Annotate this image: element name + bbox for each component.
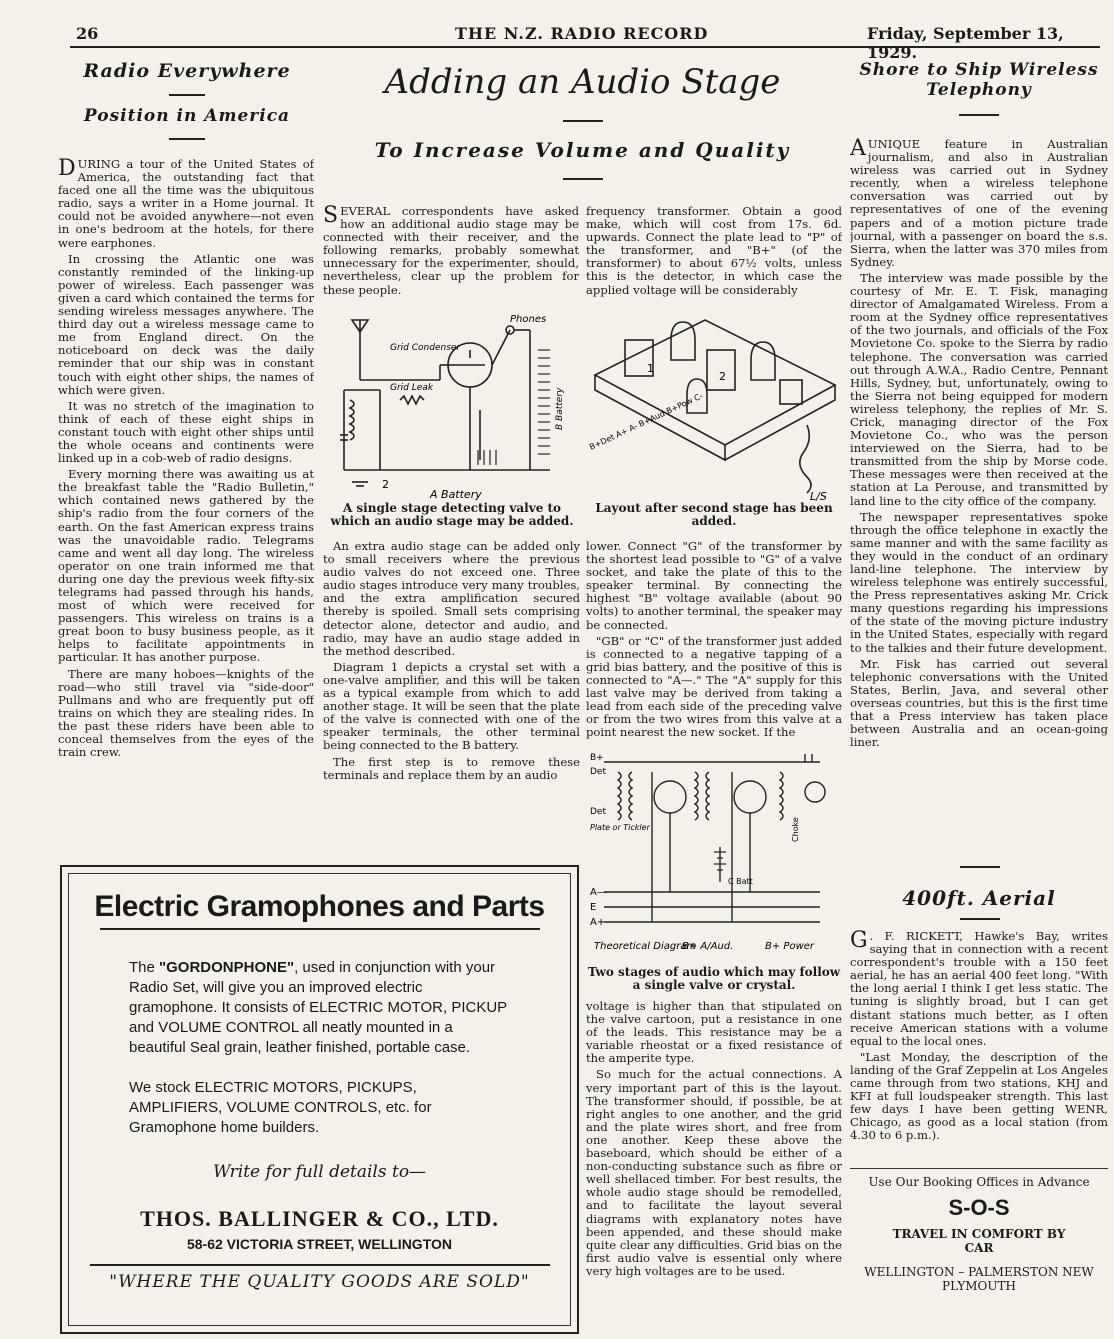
gramophone-ad <box>60 865 579 1334</box>
label-a-battery: A Battery <box>430 488 482 500</box>
company-address: 58-62 VICTORIA STREET, WELLINGTON <box>186 1236 452 1252</box>
company-name: THOS. BALLINGER & CO., LTD. <box>140 1206 499 1231</box>
drop-cap: G <box>850 930 868 953</box>
ad-slogan: "WHERE THE QUALITY GOODS ARE SOLD" <box>109 1272 530 1292</box>
ad-text: , used in conjunction with your Radio Set, will give you an improved electric gramophone. It consists of ELECTRIC MOTOR, PICKUP and VOLUME CONTROL all neatly mounted in a beautiful Seal grain, leather finished, portable case. <box>129 959 507 1056</box>
ad-body-2: We stock ELECTRIC MOTORS, PICKUPS, AMPLIFIERS, VOLUME CONTROLS, etc. for Gramophone home builders. <box>129 1079 432 1136</box>
label-grid-condenser: Grid Condenser <box>390 343 461 353</box>
paragraph: "Last Monday, the description of the landing of the Graf Zeppelin at Los Angeles came through from two stations, KHJ and KFI at full loudspeaker strength. This last few days I have been getting WENR, Chicago, as good as a local station (from 4.30 to 6 p.m.). <box>850 1049 1108 1143</box>
left-article <box>58 60 316 150</box>
paragraph: So much for the actual connections. A very important part of this is the layout. The transformer should, if possible, be at right angles to one another, and the grid and the plate wires short, and free from one another. Keep these above the baseboard, which should be either of a non-conducting substance such as fibre or well shellaced timber. For best results, the whole audio stage should be remodelled, and to facilitate the layout several diagrams with explanatory notes have been appended, and these should make quite clear any difficulties. Grid bias on the first audio valve is essential only where very high voltages are to be used. <box>586 1067 842 1278</box>
label-det: Det <box>590 767 606 777</box>
label-terminals: B+Det A+ A- B+Aud B+Pow C- <box>588 391 705 452</box>
paragraph: It was no stretch of the imagination to think of each of these eight ships in constant touch with eight other ships until the whole oceans and continents were linked up in a cob-web of radio designs. <box>58 398 314 466</box>
paragraph: voltage is higher than that stipulated on the valve cartoon, put a resistance in one of the leads. This resistance may be a variable rheostat or a fixed resistance of the amperite type. <box>586 1000 842 1066</box>
paragraph: Every morning there was awaiting us at the breakfast table the "Radio Bulletin," which contained news gathered by the ship's radio from the four corners of the earth. On the fast American express trains was the unavoidable radio. Telegrams came and went all day long. The wireless operator on one train informed me that during one day the previous week fifty-six telegrams had passed through his hands, most of which were received for passengers. This wireless on trains is a great boon to busy business people, as it helps to facilitate appointments in particular. It has another purpose. <box>58 467 314 665</box>
label-det-2: Det <box>590 807 606 817</box>
paragraph: frequency transformer. Obtain a good make, which will cost from 17s. 6d. upwards. Connect the plate lead to "P" of the transformer, and "B+" (of the transformer) to about 67½ volts, unless this is the detector, in which case the applied voltage will be considerably <box>586 205 842 297</box>
article-subtitle: Position in America <box>83 106 291 126</box>
label-transformer-1: 1 <box>647 362 654 375</box>
paper-name: THE N.Z. RADIO RECORD <box>455 24 709 43</box>
ad-headline: Electric Gramophones and Parts <box>94 890 545 923</box>
diagram-single-stage <box>330 310 570 500</box>
travel-line: TRAVEL IN COMFORT BY CAR <box>892 1227 1066 1255</box>
article-subtitle: To Increase Volume and Quality <box>374 138 791 162</box>
paragraph: The interview was made possible by the courtesy of Mr. E. T. Fisk, managing director of Amalgamated Wireless. From a room at the Sydney office representatives of the two journals, and officials of the Fox Movietone Co. spoke to the Sierra by radio telephone. The conversation was carried out through A.W.A., Radio Centre, Pennant Hills, Sydney, but, unfortunately, owing to the Sierra not being equipped for modern wireless telephony, the replies of Mr. S. Crick, managing director of the Fox Movietone Co., who was the person interviewed on the Sierra, had to be transmitted from the ship by Morse code. These messages were then received at the station at La Perouse, and transmitted by land line to the city office of the company. <box>850 270 1108 508</box>
paragraph: The first step is to remove these terminals and replace them by an audio <box>323 754 580 782</box>
label-bplus-det: B+ <box>590 753 604 763</box>
paragraph: URING a tour of the United States of America, the outstanding fact that faced one all the time was the ubiquitous radio, says a writer in a Home journal. It could not be avoided anywhere—not even in one's bedroom at the hotels, for there were earphones. <box>58 158 314 250</box>
article-title: Radio Everywhere <box>83 60 291 82</box>
center-body-col-b <box>586 540 842 755</box>
paragraph: There are many hoboes—knights of the road—who still travel via "side-door" Pullmans and who are frequently put off trains on which they are stealing rides. In the past these riders have been able to conceal themselves from the eyes of the train crew. <box>58 666 314 760</box>
label-choke: Choke <box>791 817 800 842</box>
label-b-aud: B+ A/Aud. <box>682 941 734 952</box>
left-article-body <box>58 158 314 798</box>
caption-diagram-3: Two stages of audio which may follow a single valve or crystal. <box>587 965 841 992</box>
label-a-plus: A+ <box>590 917 606 928</box>
aerial-article-body <box>850 930 1108 1162</box>
paragraph: Diagram 1 depicts a crystal set with a one-valve amplifier, and this will be taken as a typical example from which to add another stage. It will be seen that the plate of the valve is connected with one of the speaker terminals, the other terminal being connected to the B battery. <box>323 659 580 753</box>
paragraph: UNIQUE feature in Australian journalism, and also in Australian wireless was carried out in Sydney recently, when a wireless telephone conversation was carried out by representatives of one of the evening papers and of a motion picture trade journal, with a passenger on board the s.s. Sierra, when the latter was 370 miles from Sydney. <box>850 138 1108 269</box>
center-body-col-b2 <box>586 1000 842 1300</box>
paragraph: lower. Connect "G" of the transformer by the shortest lead possible to "G" of a valve socket, and take the plate of this to the speaker terminal. By connecting the highest "B" voltage available (about 90 volts) to another terminal, the speaker may be connected. <box>586 540 842 632</box>
center-article-header <box>325 62 840 180</box>
article-title: Adding an Audio Stage <box>384 62 781 102</box>
label-b-power: B+ Power <box>765 941 815 952</box>
drop-cap: A <box>850 138 866 161</box>
right-article-header <box>848 60 1110 116</box>
label-earth: E <box>590 902 597 913</box>
caption-diagram-2: Layout after second stage has been added. <box>595 501 833 528</box>
center-intro-left <box>323 205 579 305</box>
paragraph: Mr. Fisk has carried out several telephonic conversations with the United States, Berlin, Java, and several other overseas countries, but this is the first time that a Press interview has taken place between Australia and an ocean-going liner. <box>850 656 1108 750</box>
drop-cap: D <box>58 158 76 181</box>
label-c-batt: C Batt <box>728 877 753 886</box>
issue-date: Friday, September 13, 1929. <box>867 24 1064 62</box>
page-number: 26 <box>76 24 99 43</box>
label-number: 2 <box>382 478 389 491</box>
label-plate-tickler: Plate or Tickler <box>590 823 650 832</box>
booking-line: Use Our Booking Offices in Advance <box>868 1175 1090 1189</box>
right-article-body <box>850 138 1108 858</box>
ad-text: The <box>129 959 160 976</box>
label-phones: Phones <box>510 314 547 325</box>
sos-title: S-O-S <box>948 1195 1010 1220</box>
brand-name: "GORDONPHONE" <box>159 959 295 976</box>
paragraph: The newspaper representatives spoke through the office telephone in exactly the same manner and with the same facility as they would in the conduct of an ordinary land-line telephone. The interview by wireless telephone was entirely successful, the Press representatives asking Mr. Crick many questions regarding his impressions of the state of the moving picture industry in the United States, especially with regard to the talkies and their future development. <box>850 509 1108 655</box>
ad-body-1 <box>129 958 510 1058</box>
label-a-minus: A— <box>590 887 607 898</box>
caption-diagram-1: A single stage detecting valve to which an audio stage may be added. <box>330 501 574 528</box>
diagram-layout <box>585 310 840 505</box>
label-theoretical: Theoretical Diagram <box>594 941 697 952</box>
aerial-title: 400ft. Aerial <box>902 886 1056 910</box>
article-title: Shore to Ship Wireless <box>859 60 1099 80</box>
masthead <box>70 22 1100 62</box>
article-title-line-2: Telephony <box>926 80 1032 100</box>
paragraph: EVERAL correspondents have asked how an additional audio stage may be connected with their receiver, and the following remarks, probably somewhat unnecessary for the experimenter, should, nevertheless, clear up the problem for these people. <box>323 205 579 297</box>
label-b-battery: B Battery <box>555 387 565 430</box>
ad-write: Write for full details to— <box>212 1162 427 1182</box>
paragraph: In crossing the Atlantic one was constantly reminded of the linking-up power of wireless. Each passenger was given a card which contained the terms for sending wireless messages anywhere. The third day out a wireless message came to me from England direct. On the noticeboard on deck was the daily reminder that our ship was in constant touch with eight other ships, the names of which were given. <box>58 251 314 397</box>
booking-ad <box>850 1168 1108 1293</box>
center-intro-right <box>586 205 842 305</box>
places-line: WELLINGTON – PALMERSTON NEW PLYMOUTH <box>864 1265 1094 1293</box>
paragraph: An extra audio stage can be added only to small receivers where the previous audio valves do not exceed one. Three audio stages introduce very many troubles, and the extra amplification secured thereby is spoiled. Small sets comprising detector alone, detector and audio, and radio, may have an audio stage added in the method described. <box>323 540 580 658</box>
label-grid-leak: Grid Leak <box>390 383 434 393</box>
diagram-theoretical <box>590 752 840 962</box>
label-transformer-2: 2 <box>719 370 726 383</box>
center-body-col-a <box>323 540 580 795</box>
paragraph: . F. RICKETT, Hawke's Bay, writes saying that in connection with a recent correspondent's trouble with a 150 feet aerial, he has an aerial 400 feet long. "With the long aerial I think I get less static. The tuning is slightly broad, but I can get distant stations much better, as I often receive American stations with a volume equal to the local ones. <box>850 930 1108 1048</box>
paragraph: "GB" or "C" of the transformer just added is connected to a negative tapping of a grid bias battery, and the positive of this is connected to "A—." The "A" supply for this last valve may be derived from taking a lead from each side of the preceding valve or from the two wires from this valve at a point nearest the new socket. If the <box>586 633 842 740</box>
drop-cap: S <box>323 205 339 228</box>
label-ls: L/S <box>810 490 827 503</box>
